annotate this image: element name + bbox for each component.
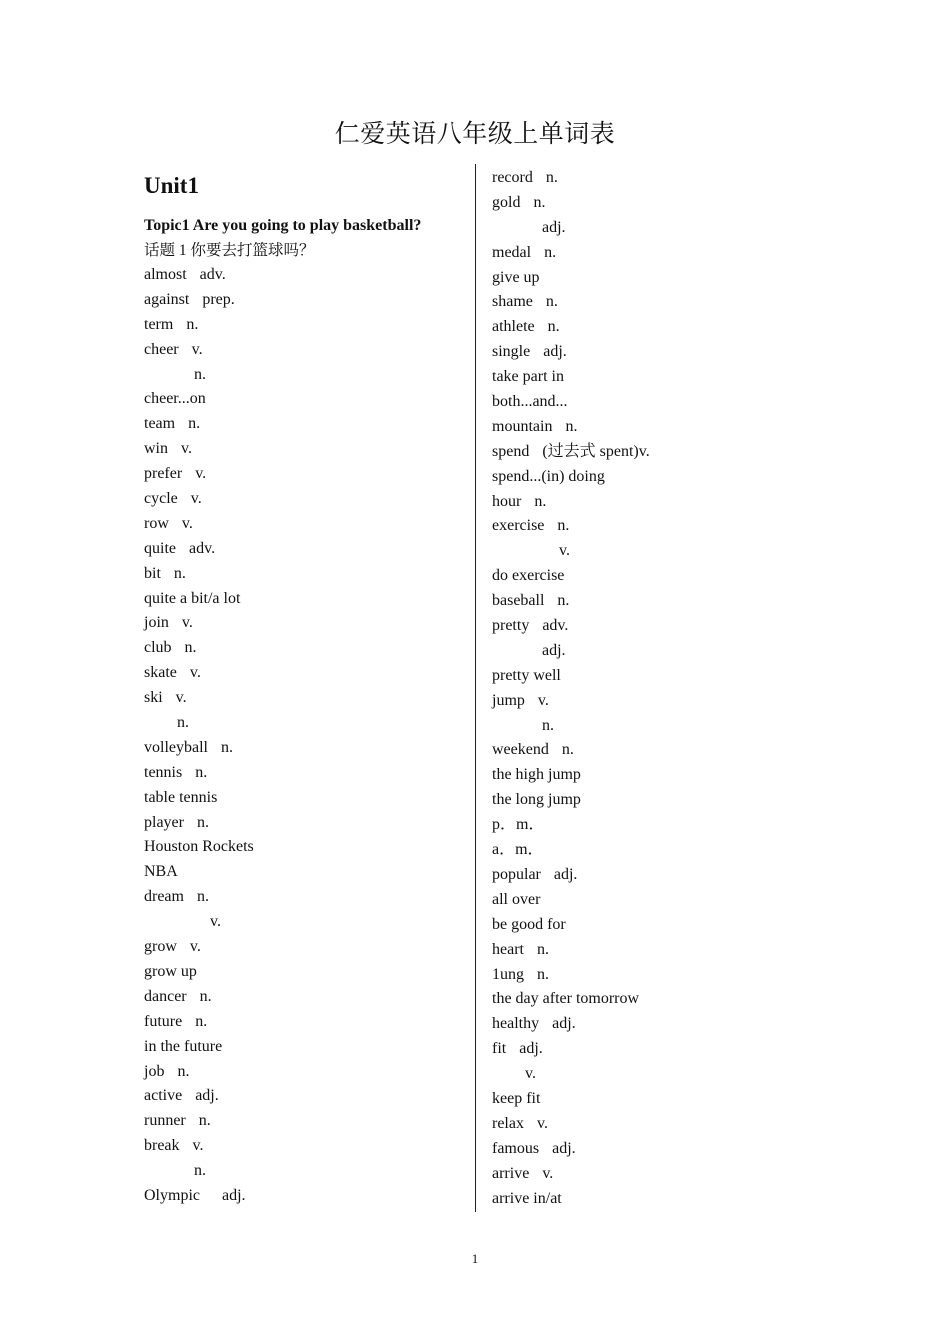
vocab-entry [492,1062,812,1087]
part-of-speech: v. [525,1065,536,1083]
vocab-entry [492,1137,812,1162]
vocab-entry [492,589,812,614]
vocab-word: pretty [492,617,530,635]
vocab-entry [492,664,812,689]
part-of-speech: n. [534,492,547,510]
vocab-entry [144,761,464,786]
part-of-speech: v. [536,1114,548,1132]
vocab-word: record [492,169,533,186]
vocab-word: cheer...on [144,390,206,408]
vocab-word: quite [144,539,176,557]
vocab-entry [144,387,464,412]
vocab-entry [492,266,812,291]
vocab-entry [144,363,464,388]
vocab-word: in the future [144,1037,223,1055]
right-column [492,166,812,1211]
vocab-word: against [144,290,190,308]
vocab-entry [144,263,464,288]
vocab-word: shame [492,293,533,311]
part-of-speech: v. [190,490,202,508]
vocab-entry [492,440,812,465]
vocab-word: weekend [492,741,549,759]
vocab-entry [144,1159,464,1184]
vocab-entry [144,736,464,761]
vocab-word: give up [492,268,540,286]
part-of-speech: n. [196,888,209,906]
part-of-speech: v. [189,938,201,956]
vocab-word: the high jump [492,766,581,784]
part-of-speech: n. [195,1012,208,1030]
vocab-word: break [144,1137,180,1155]
vocab-word: volleyball [144,738,208,756]
vocab-entry [492,365,812,390]
part-of-speech: n. [547,318,560,336]
part-of-speech: v. [542,1164,554,1182]
vocab-word: job [144,1062,165,1080]
left-column [144,170,464,1209]
vocab-word: active [144,1087,183,1105]
part-of-speech: n. [198,1112,211,1130]
vocab-entry [144,935,464,960]
vocab-entry [492,241,812,266]
vocab-word: club [144,639,172,657]
vocab-word: bit [144,564,161,582]
vocab-entry [492,938,812,963]
vocab-word: hour [492,492,522,510]
vocab-word: mountain [492,417,553,435]
vocab-entry [492,913,812,938]
vocab-word: almost [144,266,187,283]
part-of-speech: (过去式 spent)v. [542,442,650,460]
vocab-entry [492,315,812,340]
part-of-speech: n. [220,738,233,756]
vocab-word: NBA [144,863,178,881]
vocab-entry [492,639,812,664]
vocab-entry [144,338,464,363]
part-of-speech: prep. [202,290,235,308]
part-of-speech: v. [192,1137,204,1155]
vocab-entry [144,711,464,736]
vocab-entry [144,985,464,1010]
vocab-word: ski [144,689,163,707]
vocab-word: the long jump [492,791,581,809]
vocab-entry [144,587,464,612]
vocab-entry [144,1084,464,1109]
vocab-entry [144,313,464,338]
vocab-entry [144,786,464,811]
part-of-speech: n. [196,813,209,831]
vocab-word: popular [492,865,541,883]
part-of-speech: adj. [542,641,566,659]
part-of-speech: n. [194,365,206,383]
vocab-word: arrive in/at [492,1189,562,1207]
part-of-speech: v. [181,614,193,632]
vocab-entry [144,1184,464,1209]
vocab-word: be good for [492,915,566,933]
vocab-word: gold [492,193,521,211]
part-of-speech: n. [545,169,558,186]
part-of-speech: n. [195,763,208,781]
part-of-speech: n. [544,243,557,261]
vocab-word: grow [144,938,177,956]
vocab-entry [492,340,812,365]
part-of-speech: n. [533,193,546,211]
vocab-entry [144,1109,464,1134]
part-of-speech: n. [557,517,570,535]
part-of-speech: v. [181,440,192,458]
vocab-entry [492,539,812,564]
vocab-word: a．m． [492,841,544,859]
part-of-speech: v. [181,514,193,532]
vocab-word: join [144,614,169,632]
vocab-entry [144,487,464,512]
vocab-entry [492,614,812,639]
part-of-speech: n. [565,417,578,435]
vocab-entry [492,1162,812,1187]
vocab-entry [492,1037,812,1062]
vocab-word: skate [144,664,177,682]
vocab-word: row [144,514,169,532]
part-of-speech: n. [545,293,558,311]
part-of-speech: n. [537,965,549,983]
part-of-speech: n. [557,592,570,610]
vocab-entry [492,838,812,863]
vocab-word: quite a bit/a lot [144,589,241,607]
vocab-entry [492,788,812,813]
vocab-word: spend...(in) doing [492,467,605,485]
vocab-word: table tennis [144,788,218,806]
vocab-word: dancer [144,987,187,1005]
vocab-entry [144,910,464,935]
vocab-entry [144,288,464,313]
vocab-word: the day after tomorrow [492,990,640,1008]
part-of-speech: adj. [552,1015,576,1033]
vocab-entry [144,636,464,661]
vocab-entry [492,763,812,788]
part-of-speech: n. [177,1062,190,1080]
part-of-speech: adv. [199,266,226,283]
part-of-speech: v. [175,689,187,707]
part-of-speech: n. [188,415,201,433]
vocab-entry [492,963,812,988]
part-of-speech: n. [186,315,199,333]
vocab-word: tennis [144,763,183,781]
vocab-entry [144,537,464,562]
vocab-entry [492,216,812,241]
vocab-entry [144,412,464,437]
vocab-entry [492,1112,812,1137]
page-title: 仁爱英语八年级上单词表 [334,121,616,148]
vocab-entry [492,1012,812,1037]
vocab-word: win [144,440,168,458]
vocab-entry [144,611,464,636]
vocab-entry [492,863,812,888]
vocab-entry [492,689,812,714]
vocab-word: spend [492,442,530,460]
vocab-entry [144,1060,464,1085]
vocab-word: relax [492,1114,524,1132]
part-of-speech: adj. [195,1087,219,1105]
vocab-word: exercise [492,517,545,535]
vocab-word: pretty well [492,666,561,684]
vocab-entry [492,738,812,763]
vocab-entry [144,686,464,711]
vocab-entry [144,462,464,487]
part-of-speech: n. [561,741,574,759]
vocab-word: cycle [144,490,178,508]
vocab-entry [492,415,812,440]
part-of-speech: n. [194,1162,206,1180]
vocab-entry [144,562,464,587]
vocab-word: grow up [144,962,197,980]
vocab-entry [492,987,812,1012]
vocab-word: both...and... [492,393,568,411]
part-of-speech: adj. [543,343,567,361]
part-of-speech: adj. [542,218,566,236]
vocab-entry [144,860,464,885]
vocab-word: athlete [492,318,535,336]
vocab-entry [492,490,812,515]
vocab-entry [492,514,812,539]
vocab-entry [144,960,464,985]
vocab-word: cheer [144,340,179,358]
vocab-word: 1ung [492,965,524,983]
vocab-entry [492,191,812,216]
vocab-entry [492,564,812,589]
vocab-entry [492,714,812,739]
vocab-word: medal [492,243,532,261]
part-of-speech: n. [177,714,189,732]
part-of-speech: v. [537,691,549,709]
part-of-speech: v. [191,340,203,358]
vocab-entry [492,888,812,913]
part-of-speech: adj. [552,1139,576,1157]
vocab-word: p．m． [492,816,545,834]
vocab-word: baseball [492,592,545,610]
vocab-word: prefer [144,465,183,483]
vocab-entry [144,437,464,462]
topic-heading-chinese: 话题 1 你要去打篮球吗？ [144,242,315,259]
vocab-word: player [144,813,184,831]
vocab-entry [492,1087,812,1112]
vocab-entry [492,290,812,315]
topic-heading-english: Topic1 Are you going to play basketball? [144,217,422,234]
part-of-speech: v. [559,542,570,560]
vocab-entry [144,512,464,537]
vocab-word: keep fit [492,1089,541,1107]
vocab-entry [144,1134,464,1159]
column-divider [475,164,476,1212]
vocab-entry [492,390,812,415]
vocab-word: Houston Rockets [144,838,254,856]
vocab-word: Olympic [144,1186,200,1204]
part-of-speech: n. [173,564,186,582]
part-of-speech: n. [542,716,554,734]
part-of-speech: adj. [222,1186,246,1204]
vocab-word: single [492,343,531,361]
vocab-word: dream [144,888,184,906]
part-of-speech: adj. [519,1040,543,1058]
part-of-speech: n. [536,940,549,958]
vocab-word: fit [492,1040,507,1058]
vocab-entry [144,661,464,686]
page-number: 1 [471,1251,479,1266]
part-of-speech: n. [199,987,212,1005]
part-of-speech: v. [189,664,201,682]
unit-heading: Unit1 [144,173,199,198]
vocab-entry [144,811,464,836]
vocab-entry [144,1010,464,1035]
vocab-entry [492,1187,812,1212]
vocab-word: all over [492,890,541,908]
vocab-word: future [144,1012,183,1030]
part-of-speech: adv. [542,617,569,635]
right-word-list [492,166,812,1211]
vocab-word: famous [492,1139,540,1157]
left-word-list [144,263,464,1209]
part-of-speech: adv. [189,539,216,557]
vocab-word: take part in [492,368,564,386]
part-of-speech: v. [210,913,221,931]
vocab-word: healthy [492,1015,540,1033]
vocab-word: runner [144,1112,186,1130]
vocab-word: do exercise [492,567,565,585]
part-of-speech: adj. [553,865,578,883]
part-of-speech: v. [195,465,207,483]
part-of-speech: n. [184,639,197,657]
vocab-entry [492,465,812,490]
vocab-word: arrive [492,1164,530,1182]
vocab-word: heart [492,940,524,958]
vocab-word: team [144,415,176,433]
vocab-word: term [144,315,174,333]
vocab-entry [144,1035,464,1060]
vocab-entry [144,835,464,860]
vocab-entry [492,813,812,838]
vocab-entry [492,166,812,191]
vocab-word: jump [492,691,525,709]
vocab-entry [144,885,464,910]
